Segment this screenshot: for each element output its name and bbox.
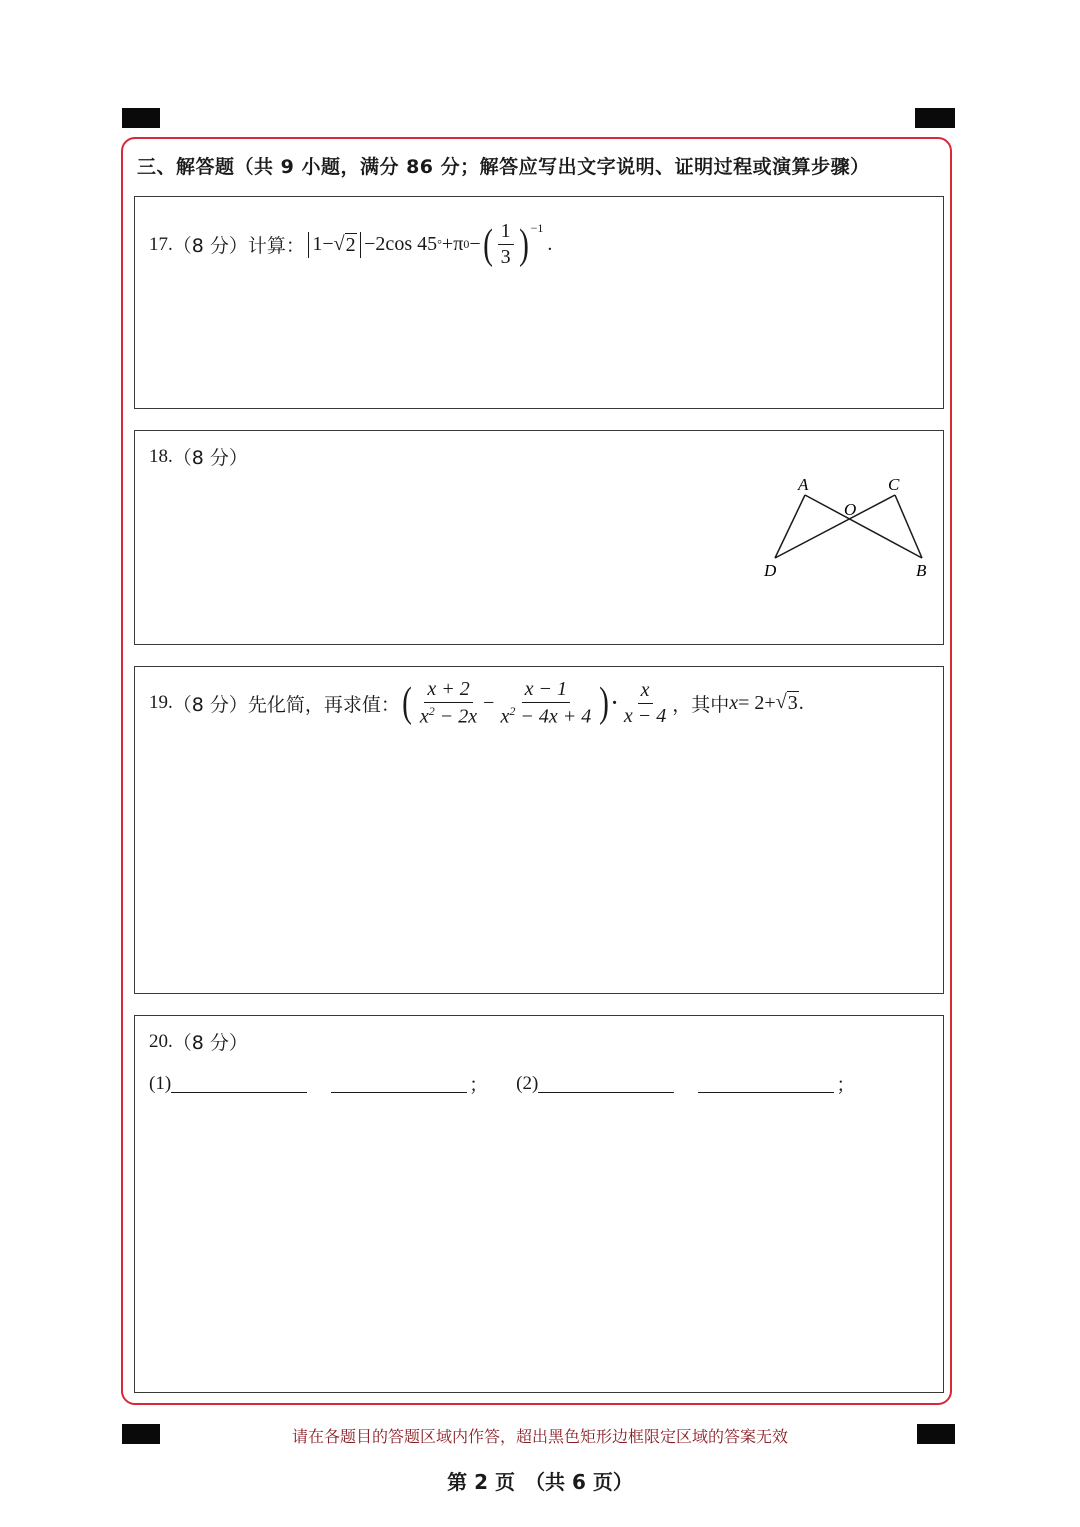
radical-sign: √: [775, 691, 787, 714]
q17-pow0: 0: [463, 237, 470, 251]
q19-dot: ·: [611, 691, 618, 714]
q19-var: x: [729, 691, 739, 714]
page-number: 第 2 页 （共 6 页）: [447, 1470, 633, 1494]
q19-f2-num: x − 1: [522, 679, 570, 703]
question-18: [149, 443, 248, 470]
q17-degree: °: [437, 237, 442, 251]
question-19: [149, 679, 804, 728]
q19-end: .: [798, 691, 804, 714]
q17-frac-num: 1: [498, 221, 514, 245]
q20-blank-1b[interactable]: [331, 1074, 467, 1093]
q19-expression: [400, 679, 804, 728]
question-17: [149, 221, 552, 268]
paren-left: (: [401, 680, 412, 727]
q17-score: （8 分）计算：: [172, 235, 305, 257]
q20-blank-1a[interactable]: [171, 1074, 307, 1093]
section-title: 三、解答题（共 9 小题，满分 86 分；解答应写出文字说明、证明过程或演算步骤）: [137, 156, 870, 178]
q19-f1-den-var: x: [419, 705, 429, 728]
q20-part2-label: (2): [516, 1072, 539, 1094]
q17-radicand: 2: [345, 233, 356, 256]
answer-box-q20[interactable]: [134, 1015, 944, 1393]
segment-ad: [775, 495, 805, 558]
segment-dc: [775, 495, 895, 558]
segment-cb: [895, 495, 922, 558]
q19-f3-num: x: [638, 680, 653, 704]
q17-one: 1: [312, 233, 323, 255]
q19-f2-den: [497, 703, 594, 728]
q17-fraction: [498, 221, 514, 268]
q20-blank-2b[interactable]: [698, 1074, 834, 1093]
answer-box-q19[interactable]: [134, 666, 944, 994]
q20-separator: ；: [469, 1074, 489, 1096]
abs-bar-right: [360, 232, 362, 258]
alignment-mark-top-right: [915, 108, 955, 128]
q20-blank-2a[interactable]: [538, 1074, 674, 1093]
q19-fraction-3: [621, 680, 669, 727]
q17-pow-neg1: −1: [530, 221, 544, 235]
q17-minus2: −: [469, 233, 481, 255]
point-label-c: C: [888, 475, 900, 494]
q19-where: ，其中: [672, 693, 730, 716]
q19-eq: = 2+: [738, 691, 776, 714]
q19-f3-den: x − 4: [623, 704, 667, 727]
q19-f2-den-sup: 2: [509, 704, 516, 718]
paren-right: ): [599, 680, 610, 727]
q19-minus: −: [483, 691, 495, 714]
q19-f1-den: [417, 703, 480, 728]
q18-geometry-figure: [760, 470, 940, 585]
q19-number: 19.: [149, 692, 173, 714]
paren-right: ): [518, 221, 529, 268]
q17-minus1: −: [322, 233, 334, 255]
q17-frac-den: 3: [500, 246, 511, 268]
q19-radicand: 3: [787, 692, 798, 715]
q17-expression: [305, 221, 552, 268]
q20-score: （8 分）: [172, 1032, 248, 1054]
radical-sign: √: [333, 232, 345, 255]
question-20: [149, 1028, 248, 1055]
q18-number: 18.: [149, 445, 173, 467]
q20-end: ；: [836, 1074, 856, 1096]
alignment-mark-top-left: [122, 108, 160, 128]
point-label-d: D: [764, 561, 777, 580]
q19-f2-den-rest: − 4x + 4: [515, 705, 592, 728]
point-label-b: B: [916, 561, 927, 580]
q19-f1-den-sup: 2: [428, 704, 435, 718]
answer-box-q17[interactable]: [134, 196, 944, 409]
q17-cos-term: −2cos 45: [364, 233, 438, 255]
point-label-a: A: [798, 475, 809, 494]
q18-score: （8 分）: [172, 447, 248, 469]
q20-number: 20.: [149, 1030, 173, 1052]
q20-fill-line: [149, 1070, 855, 1097]
q19-fraction-2: [497, 679, 594, 728]
segment-ab: [805, 495, 922, 558]
q17-number: 17.: [149, 233, 173, 255]
q17-sqrt: [334, 233, 357, 257]
paren-left: (: [482, 221, 493, 268]
q19-score: （8 分）先化简，再求值：: [172, 693, 400, 716]
abs-bar-left: [308, 232, 310, 258]
q17-plus-pi: +π: [441, 233, 464, 255]
point-label-o: O: [844, 500, 857, 519]
q19-fraction-1: [417, 679, 480, 728]
q20-part1-label: (1): [149, 1072, 172, 1094]
q17-end: .: [547, 233, 553, 255]
q19-f1-num: x + 2: [424, 679, 472, 703]
q19-sqrt: [776, 691, 799, 715]
q19-f1-den-rest: − 2x: [434, 705, 478, 728]
q19-f2-den-var: x: [500, 705, 510, 728]
footer-note: 请在各题目的答题区域内作答，超出黑色矩形边框限定区域的答案无效: [291, 1427, 788, 1446]
